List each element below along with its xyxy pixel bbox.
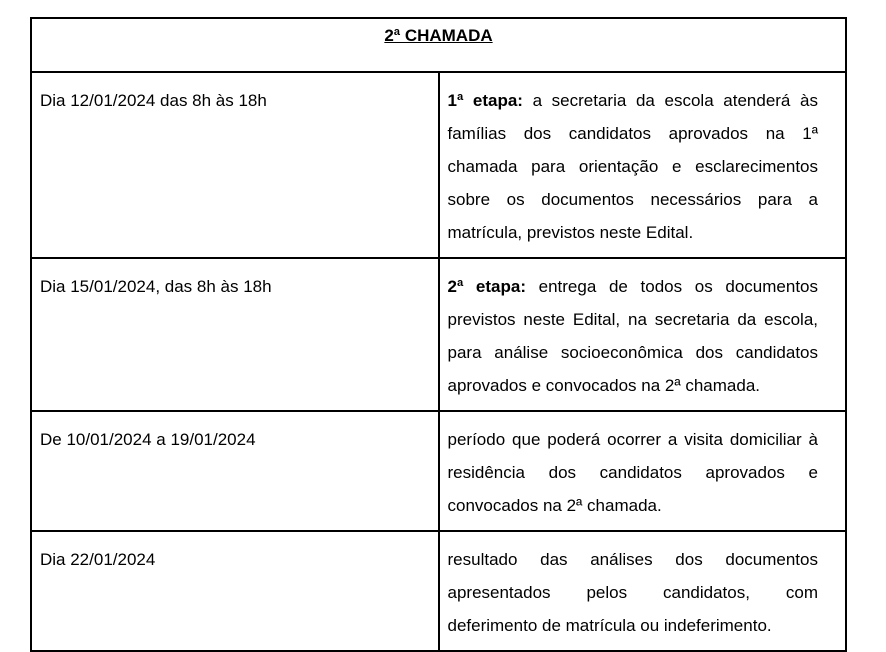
- table-row: [31, 258, 846, 411]
- description-text: período que poderá ocorrer a visita domiciliar à residência dos candidatos aprovados e convocados na 2ª chamada.: [447, 430, 818, 515]
- table-row: [31, 531, 846, 651]
- stage-label: 2ª etapa:: [447, 277, 526, 296]
- date-cell: De 10/01/2024 a 19/01/2024: [31, 411, 439, 531]
- description-cell: [439, 411, 847, 531]
- stage-label: 1ª etapa:: [447, 91, 523, 110]
- table-title-cell: [31, 18, 846, 72]
- table-title-row: [31, 18, 846, 72]
- table-row: [31, 411, 846, 531]
- table-row: [31, 72, 846, 258]
- date-cell: Dia 15/01/2024, das 8h às 18h: [31, 258, 439, 411]
- schedule-table: [30, 17, 847, 652]
- table-title: 2ª CHAMADA: [384, 26, 493, 45]
- date-cell: Dia 22/01/2024: [31, 531, 439, 651]
- description-text: resultado das análises dos documentos apresentados pelos candidatos, com deferimento de matrícula ou indeferimento.: [447, 550, 818, 635]
- description-text: entrega de todos os documentos previstos neste Edital, na secretaria da escola, para análise socioeconômica dos candidatos aprovados e convocados na 2ª chamada.: [447, 277, 818, 395]
- description-text: a secretaria da escola atenderá às famílias dos candidatos aprovados na 1ª chamada para orientação e esclarecimentos sobre os documentos necessários para a matrícula, previstos neste Edital.: [447, 91, 818, 242]
- description-cell: [439, 72, 847, 258]
- date-cell: Dia 12/01/2024 das 8h às 18h: [31, 72, 439, 258]
- description-cell: [439, 531, 847, 651]
- description-cell: [439, 258, 847, 411]
